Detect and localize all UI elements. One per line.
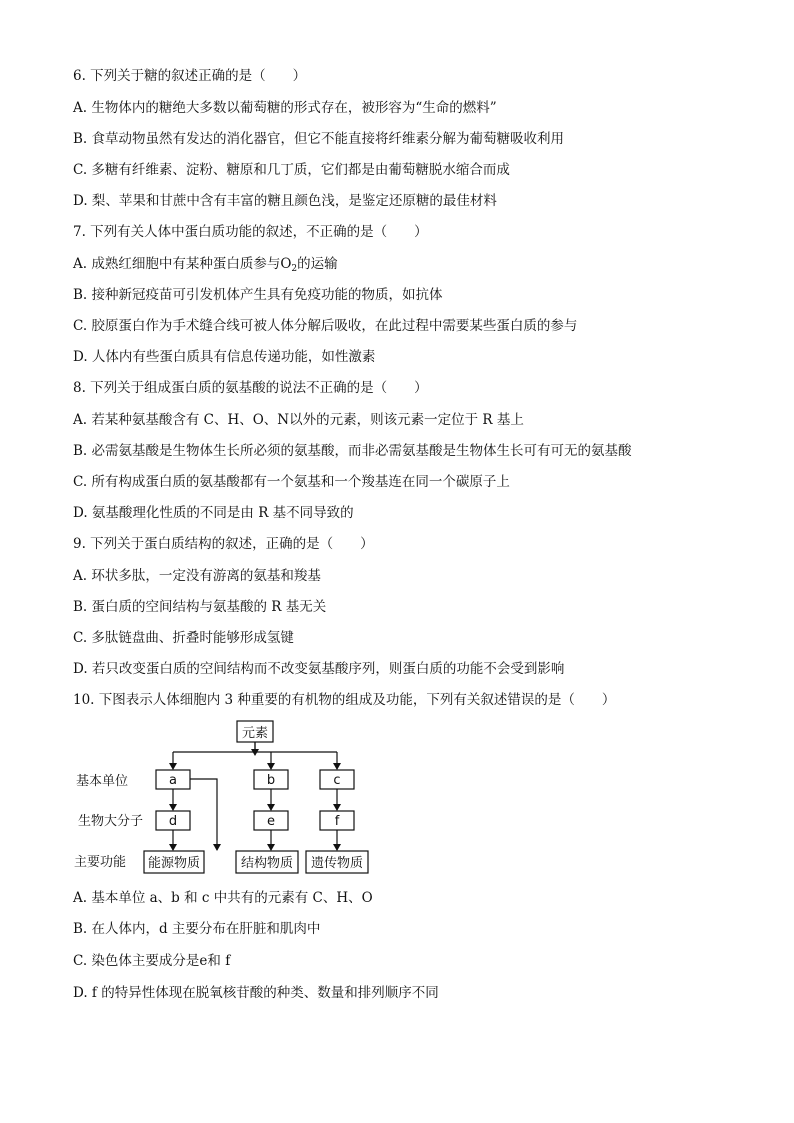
macro-d-label: d: [168, 814, 178, 829]
organic-molecules-diagram: [70, 718, 380, 878]
question-10-option-d: D. f 的特异性体现在脱氧核苷酸的种类、数量和排列顺序不同: [73, 985, 439, 1001]
unit-c-label: c: [333, 773, 341, 788]
question-10-option-c: C. 染色体主要成分是e和 f: [73, 953, 231, 969]
arrow-a-to-energy: [190, 779, 217, 850]
function-genetic-label: 遗传物质: [310, 856, 364, 871]
row-label-macromolecule: 生物大分子: [78, 814, 144, 829]
question-10-option-b: B. 在人体内，d 主要分布在肝脏和肌肉中: [73, 921, 321, 937]
question-10-option-a: A. 基本单位 a、b 和 c 中共有的元素有 C、H、O: [73, 890, 373, 906]
option-a-text: A. 成熟红细胞中有某种蛋白质参与O: [73, 256, 292, 272]
unit-a-label: a: [169, 773, 177, 788]
question-9-option-a: A. 环状多肽，一定没有游离的氨基和羧基: [73, 568, 321, 584]
row-label-basic-unit: 基本单位: [76, 774, 129, 789]
oxygen-subscript: 2: [291, 264, 298, 274]
question-9-option-b: B. 蛋白质的空间结构与氨基酸的 R 基无关: [73, 599, 327, 615]
question-6-option-a: A. 生物体内的糖绝大多数以葡萄糖的形式存在，被形容为“生命的燃料”: [73, 100, 497, 116]
question-9-option-d: D. 若只改变蛋白质的空间结构而不改变氨基酸序列，则蛋白质的功能不会受到影响: [73, 661, 565, 677]
unit-b-label: b: [266, 773, 276, 788]
row-label-main-function: 主要功能: [74, 855, 127, 870]
question-7-option-a: [73, 255, 338, 273]
question-8-option-c: C. 所有构成蛋白质的氨基酸都有一个氨基和一个羧基连在同一个碳原子上: [73, 474, 510, 490]
question-7-option-b: B. 接种新冠疫苗可引发机体产生具有免疫功能的物质，如抗体: [73, 287, 443, 303]
function-energy-label: 能源物质: [147, 856, 201, 871]
question-8-option-d: D. 氨基酸理化性质的不同是由 R 基不同导致的: [73, 505, 354, 521]
option-a-text-end: 的运输: [297, 256, 338, 272]
question-8-option-b: B. 必需氨基酸是生物体生长所必须的氨基酸，而非必需氨基酸是生物体生长可有可无的氨基酸: [73, 443, 632, 459]
question-8-stem: 8. 下列关于组成蛋白质的氨基酸的说法不正确的是（ ）: [73, 380, 428, 396]
question-10-stem: 10. 下图表示人体细胞内 3 种重要的有机物的组成及功能，下列有关叙述错误的是（ ）: [73, 692, 616, 708]
question-6-option-b: B. 食草动物虽然有发达的消化器官，但它不能直接将纤维素分解为葡萄糖吸收利用: [73, 131, 565, 147]
question-7-stem: 7. 下列有关人体中蛋白质功能的叙述，不正确的是（ ）: [73, 224, 428, 240]
question-7-option-d: D. 人体内有些蛋白质具有信息传递功能，如性激素: [73, 349, 376, 365]
question-6-stem: 6. 下列关于糖的叙述正确的是（ ）: [73, 68, 307, 84]
question-7-option-c: C. 胶原蛋白作为手术缝合线可被人体分解后吸收，在此过程中需要某些蛋白质的参与: [73, 318, 578, 334]
macro-f-label: f: [334, 814, 340, 829]
question-8-option-a: A. 若某种氨基酸含有 C、H、O、N以外的元素，则该元素一定位于 R 基上: [73, 412, 524, 428]
question-6-option-d: D. 梨、苹果和甘蔗中含有丰富的糖且颜色浅，是鉴定还原糖的最佳材料: [73, 193, 497, 209]
question-9-option-c: C. 多肽链盘曲、折叠时能够形成氢键: [73, 630, 294, 646]
elements-label: 元素: [241, 726, 269, 741]
function-structure-label: 结构物质: [240, 856, 294, 871]
macro-e-label: e: [267, 814, 275, 829]
question-6-option-c: C. 多糖有纤维素、淀粉、糖原和几丁质，它们都是由葡萄糖脱水缩合而成: [73, 162, 510, 178]
question-9-stem: 9. 下列关于蛋白质结构的叙述，正确的是（ ）: [73, 536, 374, 552]
